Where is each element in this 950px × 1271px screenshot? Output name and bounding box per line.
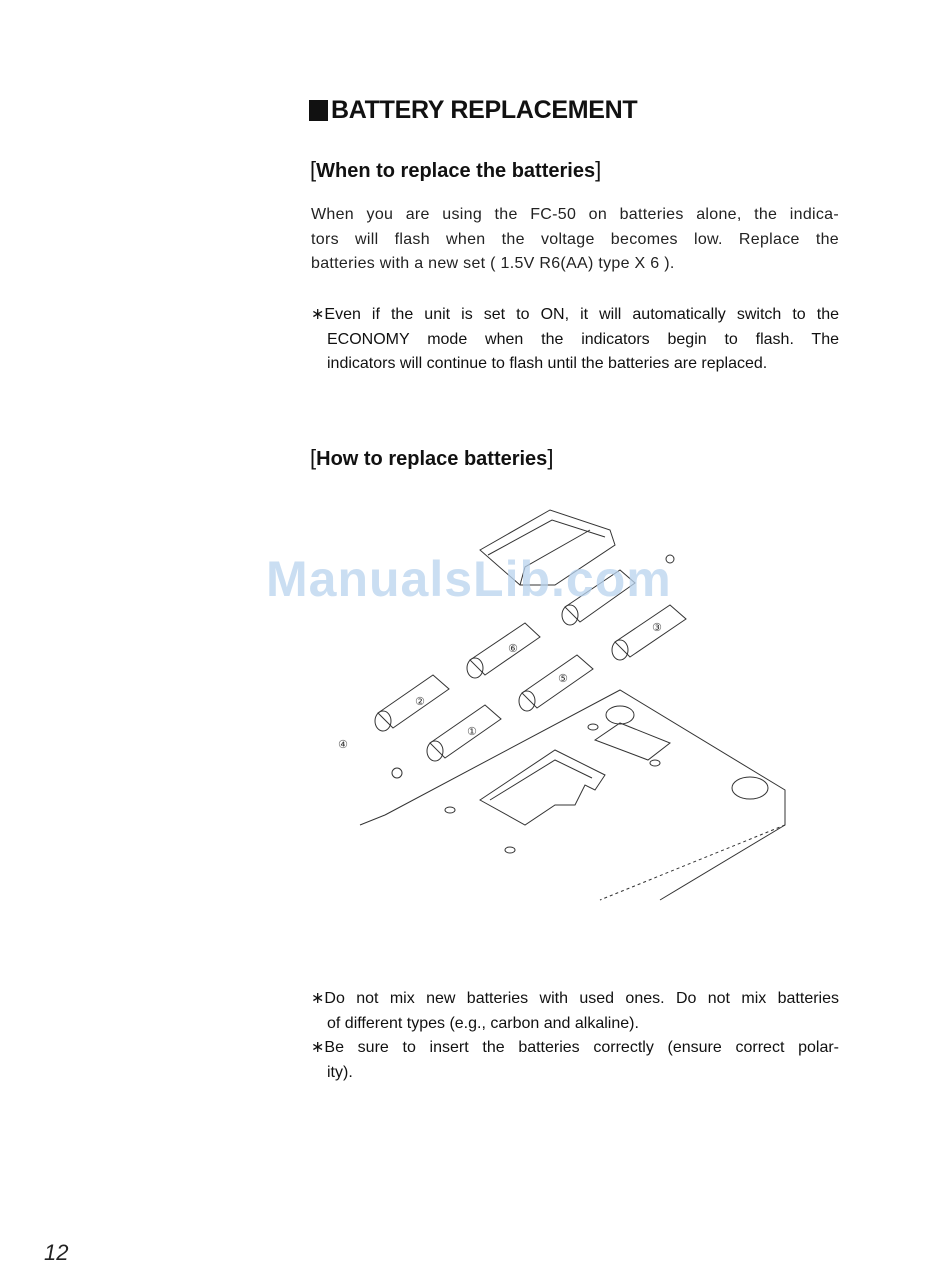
note-line: ∗Do not mix new batteries with used ones. Do not mix batteries xyxy=(311,990,839,1007)
battery-number-label: ① xyxy=(467,725,477,738)
note-line: indicators will continue to flash until the batteries are replaced. xyxy=(327,355,768,372)
battery-compartment xyxy=(480,750,605,825)
economy-note xyxy=(311,303,839,377)
polarity-note xyxy=(311,1036,839,1085)
socket-outline xyxy=(595,723,670,760)
battery-6 xyxy=(467,623,540,678)
battery-2 xyxy=(375,675,449,731)
battery-1 xyxy=(427,705,501,761)
paragraph-line: batteries with a new set ( 1.5V R6(AA) type X 6 ). xyxy=(311,255,675,272)
unit-body-outline xyxy=(385,690,785,900)
note-line: of different types (e.g., carbon and alkaline). xyxy=(327,1014,639,1032)
page-title-text: BATTERY REPLACEMENT xyxy=(331,96,638,124)
battery-number-label: ③ xyxy=(652,621,662,634)
note-line: ity). xyxy=(327,1063,353,1081)
battery-3 xyxy=(612,605,686,660)
section-heading-when: [When to replace the batteries] xyxy=(310,157,602,182)
note-line: ∗Be sure to insert the batteries correctly (ensure correct polar- xyxy=(311,1039,839,1056)
watermark: ManualsLib.com xyxy=(266,551,672,607)
paragraph-line: When you are using the FC-50 on batteries alone, the indica- xyxy=(311,206,839,223)
mix-batteries-note xyxy=(311,987,839,1036)
battery-number-label: ② xyxy=(415,695,425,708)
battery-number-label: ⑥ xyxy=(508,642,518,655)
page-number: 12 xyxy=(44,1240,69,1265)
note-line: ECONOMY mode when the indicators begin to flash. The xyxy=(327,330,839,348)
battery-number-label: ④ xyxy=(338,738,348,751)
battery-5 xyxy=(519,655,593,711)
when-paragraph xyxy=(311,203,839,277)
section-heading-how-text: How to replace batteries xyxy=(316,448,548,470)
section-heading-when-text: When to replace the batteries xyxy=(316,160,596,182)
section-heading-how: [How to replace batteries] xyxy=(310,445,554,470)
battery-number-label: ⑤ xyxy=(558,672,568,685)
note-line: ∗Even if the unit is set to ON, it will automatically switch to the xyxy=(311,306,839,323)
title-bullet-square xyxy=(309,100,328,121)
paragraph-line: tors will flash when the voltage becomes low. Replace the xyxy=(311,230,839,248)
page-title xyxy=(309,96,637,125)
